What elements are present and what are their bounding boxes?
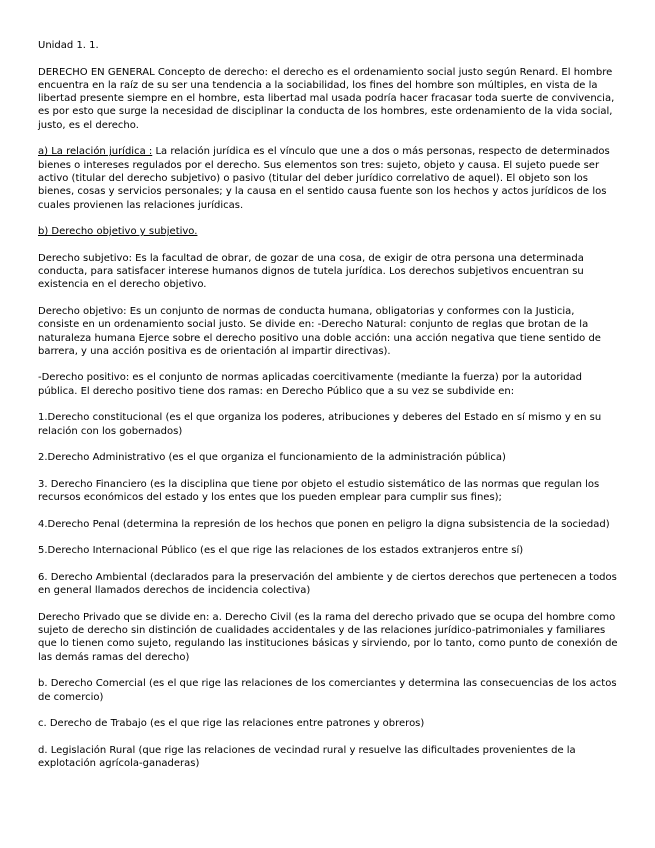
- paragraph-derecho-ambiental: 6. Derecho Ambiental (declarados para la preservación del ambiente y de ciertos derechos que pertenecen a todos en general llamados derechos de incidencia colectiva): [38, 571, 617, 597]
- paragraph-derecho-positivo: -Derecho positivo: es el conjunto de normas aplicadas coercitivamente (mediante la fuerza) por la autoridad pública. El derecho positivo tiene dos ramas: en Derecho Público que a su vez se subdivide en:: [38, 372, 583, 397]
- section-a-body: La relación jurídica es el vínculo que une a dos o más personas, respecto de determinados bienes o intereses regulados por el derecho. Sus elementos son tres: sujeto, objeto y causa. El sujeto puede ser activo (titular del derecho subjetivo) o pasivo (titular del deber jurídico correlativo de aquel). El objeto son los bienes, cosas y servicios personales; y la causa en el sentido causa fuente son los hechos y actos jurídicos de los cuales provienen las relaciones jurídicas.: [38, 146, 610, 211]
- paragraph-derecho-privado: Derecho Privado que se divide en: a. Derecho Civil (es la rama del derecho privado que se ocupa del hombre como sujeto de derecho sin distinción de cualidades accidentales y de las relaciones jurídico-patrimoniales y familiares que lo tienen como sujeto, regulando las instituciones básicas y sirviendo, por lo tanto, como punto de conexión de las demás ramas del derecho): [38, 611, 618, 663]
- section-a-paragraph: [38, 145, 618, 211]
- paragraph-derecho-constitucional: 1.Derecho constitucional (es el que organiza los poderes, atribuciones y deberes del Estado en sí mismo y en su relación con los gobernados): [38, 412, 602, 437]
- section-b-heading-paragraph: [38, 225, 618, 238]
- paragraph-derecho-internacional: 5.Derecho Internacional Público (es el que rige las relaciones de los estados extranjeros entre sí): [38, 545, 524, 557]
- paragraph-derecho-financiero: 3. Derecho Financiero (es la disciplina que tiene por objeto el estudio sistemático de las normas que regulan los recursos económicos del estado y los entes que los pueden emplear para cumplir sus fines);: [38, 478, 600, 504]
- paragraph-derecho-penal: 4.Derecho Penal (determina la represión de los hechos que ponen en peligro la digna subsistencia de la sociedad): [38, 518, 610, 530]
- unit-title: Unidad 1. 1.: [38, 40, 99, 51]
- document-page: [38, 39, 618, 784]
- paragraph-derecho-objetivo: Derecho objetivo: Es un conjunto de normas de conducta humana, obligatorias y conformes con la Justicia, consiste en un ordenamiento social justo. Se divide en: -Derecho Natural: conjunto de reglas que brotan de la naturaleza humana Ejerce sobre el derecho positivo una doble acción: una acción negativa que tiene sentido de barrera, y una acción positiva es de orientación al impartir directivas).: [38, 305, 601, 357]
- section-b-heading: b) Derecho objetivo y subjetivo.: [38, 226, 198, 238]
- paragraph-derecho-comercial: b. Derecho Comercial (es el que rige las relaciones de los comerciantes y determina las consecuencias de los actos de comercio): [38, 678, 617, 703]
- paragraph-legislacion-rural: d. Legislación Rural (que rige las relaciones de vecindad rural y resuelve las dificultades provenientes de la explotación agrícola-ganaderas): [38, 744, 576, 770]
- section-a-heading: a) La relación jurídica :: [38, 146, 153, 158]
- intro-paragraph: DERECHO EN GENERAL Concepto de derecho: el derecho es el ordenamiento social justo según Renard. El hombre encuentra en la raíz de su ser una tendencia a la sociabilidad, los fines del hombre son múltiples, en vista de la libertad presente siempre en el hombre, esta libertad mal usada podría hacer fracasar toda suerte de convivencia, es por esto que surge la necesidad de disciplinar la conducta de los hombres, este ordenamiento de la vida social, justo, es el derecho.: [38, 66, 615, 131]
- paragraph-derecho-subjetivo: Derecho subjetivo: Es la facultad de obrar, de gozar de una cosa, de exigir de otra persona una determinada conducta, para satisfacer interese humanos dignos de tutela jurídica. Los derechos subjetivos encuentran su existencia en el derecho objetivo.: [38, 252, 584, 291]
- paragraph-derecho-trabajo: c. Derecho de Trabajo (es el que rige las relaciones entre patrones y obreros): [38, 718, 425, 730]
- paragraph-derecho-administrativo: 2.Derecho Administrativo (es el que organiza el funcionamiento de la administración pública): [38, 452, 506, 464]
